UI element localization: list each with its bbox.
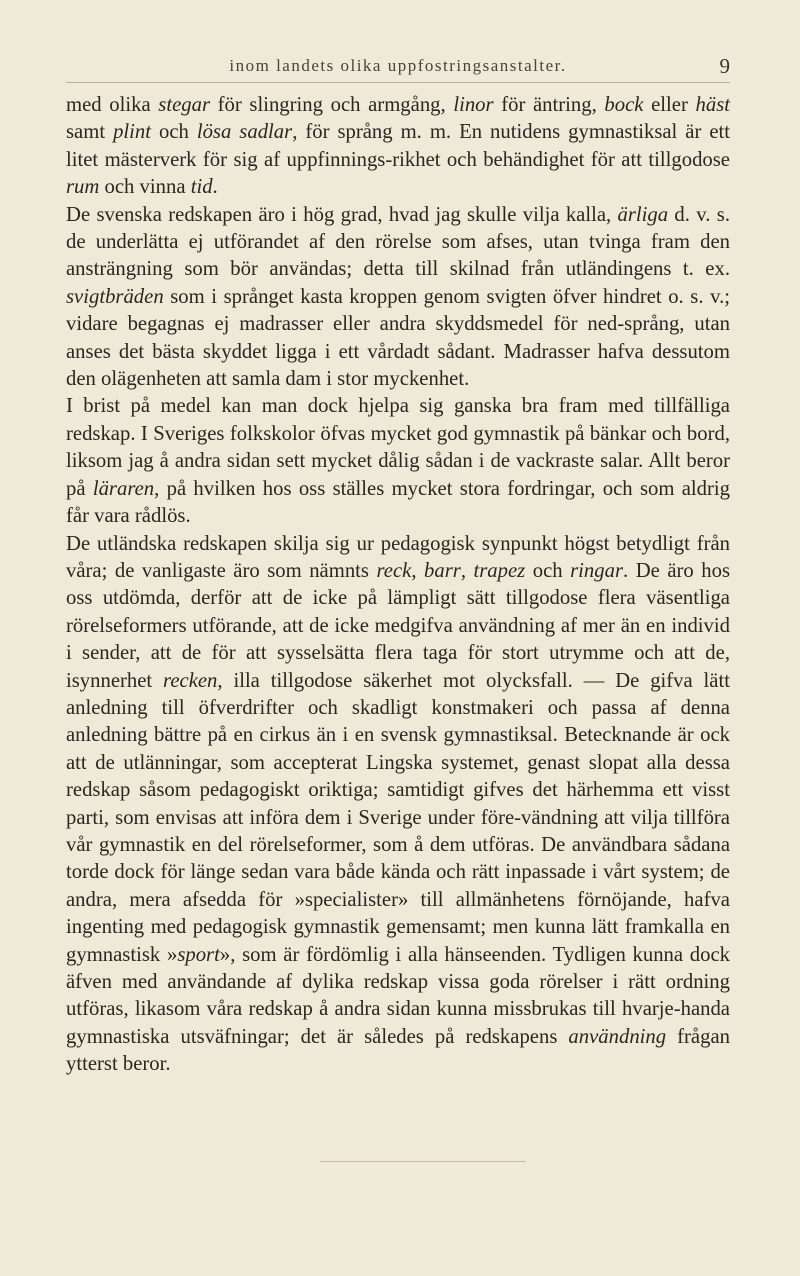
text-run: d. v. s. de underlätta ej utförandet af den rörelse som afses, utan tvinga fram den ansträngning som bör användas; detta till skilnad från utländingens t. ex. bbox=[66, 203, 730, 281]
text-run: , för språng m. m. En nutidens gymnastiksal är ett litet mästerverk för sig af uppfinnings-rikhet och behändighet för att tillgodose bbox=[66, 121, 731, 171]
italic-term: reck bbox=[376, 559, 412, 582]
page-header bbox=[66, 56, 730, 83]
italic-term: bock bbox=[604, 94, 644, 116]
page-number: 9 bbox=[719, 54, 730, 78]
italic-term: recken bbox=[163, 669, 218, 692]
italic-term: sport bbox=[177, 943, 220, 966]
italic-term: stegar bbox=[158, 94, 210, 116]
text-run: De svenska redskapen äro i hög grad, hvad jag skulle vilja kalla, bbox=[66, 203, 618, 226]
text-run: eller bbox=[643, 94, 696, 116]
italic-term: svigtbräden bbox=[66, 285, 164, 308]
italic-term: ärliga bbox=[617, 203, 669, 226]
end-rule bbox=[320, 1161, 526, 1162]
body-text bbox=[66, 92, 730, 1079]
text-run: och bbox=[525, 559, 571, 582]
italic-term: häst bbox=[695, 94, 730, 116]
italic-term: användning bbox=[568, 1025, 667, 1048]
italic-term: rum bbox=[66, 176, 100, 199]
italic-term: lösa sadlar bbox=[196, 121, 293, 144]
text-run: I brist på medel kan man dock hjelpa sig ganska bra fram med tillfälliga redskap. I Sveriges folkskolor öfvas mycket god gymnastik på bänkar och bord, liksom jag å andra sidan sett mycket dålig sådan i de vackraste salar. Allt beror på bbox=[66, 395, 730, 500]
text-run: för äntring, bbox=[493, 94, 605, 116]
paragraph-2 bbox=[66, 202, 730, 394]
text-run: De utländska redskapen skilja sig ur pedagogisk synpunkt högst betydligt från våra; de vanligaste äro som nämnts bbox=[66, 532, 730, 582]
paragraph-3 bbox=[66, 393, 730, 530]
text-run: , illa tillgodose säkerhet mot olycksfall. — De gifva lätt anledning till öfverdrifter och skadligt konstmakeri och passa af denna anledning bättre på en cirkus än i en svensk gymnastiksal. Betecknande är ock att de utlänningar, som accepterat Lingska systemet, genast slopat alla dessa redskap såsom pedagogiskt oriktiga; samtidigt gifves det härhemma ett visst parti, som envisas att införa dem i Sverige under före-vändning att vilja tillföra vår gymnastik en del rörelseformer, som å dem utföras. De användbara sådana torde dock för länge sedan vara både kända och rätt inpassade i vårt system; de andra, mera afsedda för »specialister» till allmänhetens förnöjande, hafva ingenting med pedagogisk gymnastik gemensamt; men kunna lätt framkalla en gymnastisk » bbox=[66, 669, 730, 966]
italic-term: tid bbox=[190, 176, 213, 199]
text-run: frågan ytterst beror. bbox=[66, 1025, 730, 1076]
paragraph-1 bbox=[66, 92, 730, 202]
italic-term: linor bbox=[453, 94, 494, 116]
text-run: , på hvilken hos oss ställes mycket stora fordringar, och som aldrig får vara rådlös. bbox=[66, 477, 730, 528]
italic-term: läraren bbox=[92, 477, 155, 500]
paragraph-4 bbox=[66, 531, 730, 1079]
text-run: med olika bbox=[66, 94, 159, 116]
text-run: och vinna bbox=[99, 176, 191, 199]
text-run: . De äro hos oss utdömda, derför att de icke på lämpligt sätt tillgodose flera väsentliga rörelseformers utförande, att de icke medgifva användning af mer än en individ i sender, att de för att sysselsätta flera taga för stort utrymme och att de, isynnerhet bbox=[66, 559, 731, 692]
text-run: för slingring och armgång, bbox=[210, 94, 454, 116]
italic-term: ringar bbox=[570, 559, 624, 582]
running-title: inom landets olika uppfostringsanstalter. bbox=[229, 56, 567, 75]
text-run: samt bbox=[66, 121, 114, 144]
italic-term: barr bbox=[424, 559, 461, 582]
text-run: . bbox=[212, 176, 218, 199]
text-run: , bbox=[460, 559, 474, 582]
text-run: », som är fördömlig i alla hänseenden. Tydligen kunna dock äfven med användande af dylika redskap vissa goda rörelser i rätt ordning utföras, likasom våra redskap å andra sidan kunna missbrukas till hvarje-handa gymnastiska utsväfningar; det är således på redskapens bbox=[66, 943, 731, 1048]
text-run: , bbox=[411, 559, 425, 582]
italic-term: plint bbox=[113, 121, 151, 144]
text-run: och bbox=[151, 121, 197, 144]
italic-term: trapez bbox=[473, 559, 526, 582]
text-run: som i språnget kasta kroppen genom svigten öfver hindret o. s. v.; vidare begagnas ej madrasser eller andra skyddsmedel för ned-språng, utan anses det bästa skyddet ligga i ett vårdadt sådant. Madrasser hafva dessutom den olägenheten att samla dam i stor myckenhet. bbox=[66, 285, 730, 391]
